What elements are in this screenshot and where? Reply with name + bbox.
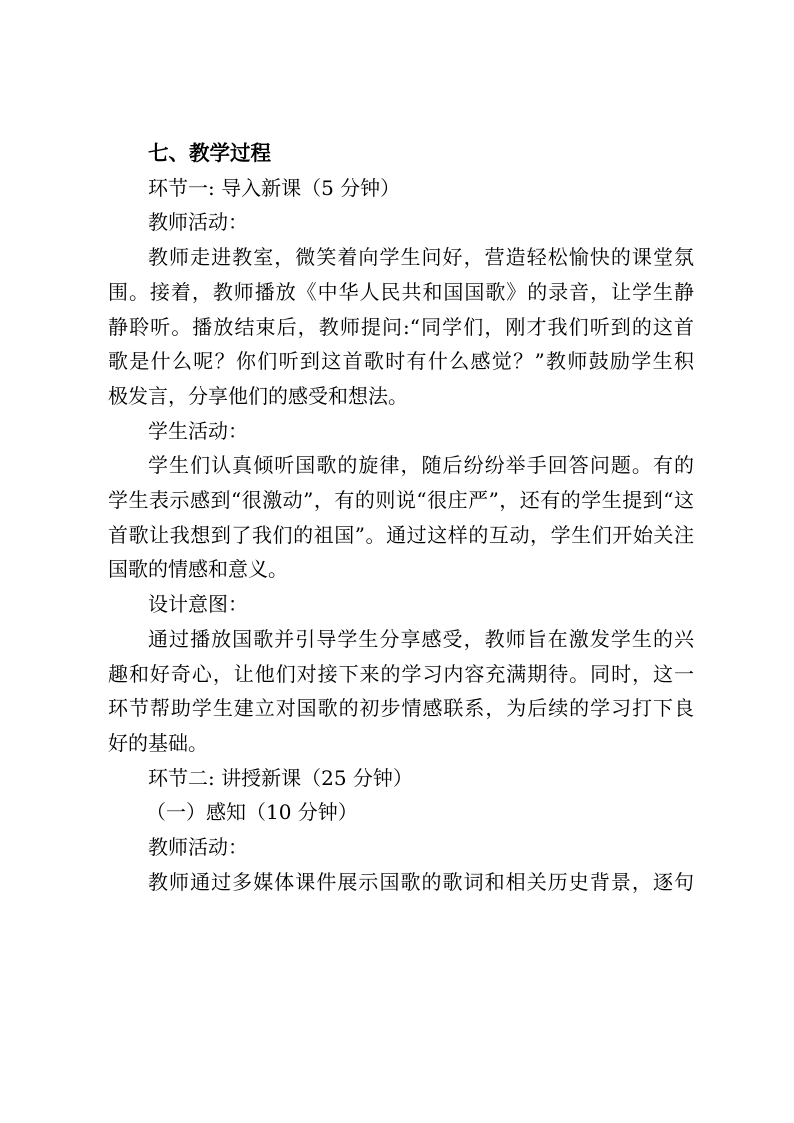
text-line: 教师活动：: [148, 835, 248, 860]
text-line: 围。接着，教师播放《中华人民共和国国歌》的录音，让学生静: [108, 279, 694, 304]
document-body: [108, 136, 694, 899]
text-line: 极发言，分享他们的感受和想法。: [108, 383, 408, 408]
text-line: 歌是什么呢？你们听到这首歌时有什么感觉？”教师鼓励学生积: [108, 349, 694, 374]
text-line: 学生表示感到“很激动”，有的则说“很庄严”，还有的学生提到“这: [108, 488, 694, 513]
text-line: 好的基础。: [108, 730, 208, 755]
text-line: 教师活动：: [148, 210, 248, 235]
text-line: 学生们认真倾听国歌的旋律，随后纷纷举手回答问题。有的: [148, 453, 694, 478]
text-line: 学生活动：: [148, 418, 248, 443]
text-line: （一）感知（10 分钟）: [146, 800, 358, 825]
section-heading: 七、教学过程: [148, 141, 271, 165]
text-line: 设计意图：: [148, 592, 248, 617]
text-line: 环节一: 导入新课（5 分钟）: [148, 175, 401, 200]
text-line: 教师走进教室，微笑着向学生问好，营造轻松愉快的课堂氛: [148, 245, 694, 270]
text-line: 静聆听。播放结束后，教师提问:“同学们，刚才我们听到的这首: [108, 314, 694, 339]
text-line: 国歌的情感和意义。: [108, 557, 288, 582]
text-line: 趣和好奇心，让他们对接下来的学习内容充满期待。同时，这一: [108, 661, 694, 686]
paragraph-lines: [108, 171, 694, 900]
text-line: 教师通过多媒体课件展示国歌的歌词和相关历史背景，逐句: [148, 869, 694, 894]
text-line: 首歌让我想到了我们的祖国”。通过这样的互动，学生们开始关注: [108, 522, 694, 547]
text-line: 通过播放国歌并引导学生分享感受，教师旨在激发学生的兴: [148, 626, 694, 651]
text-line: 环节帮助学生建立对国歌的初步情感联系，为后续的学习打下良: [108, 696, 694, 721]
text-line: 环节二: 讲授新课（25 分钟）: [148, 765, 413, 790]
